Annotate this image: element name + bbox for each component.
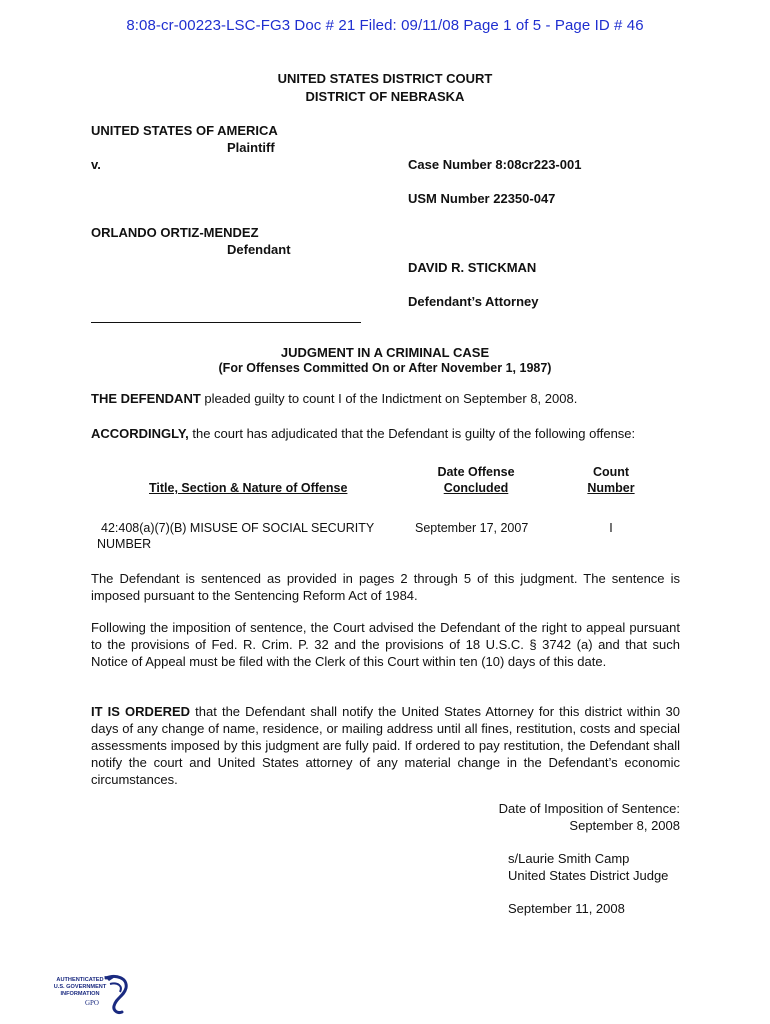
offense-title-line2: NUMBER (97, 537, 152, 551)
seal-line-1: AUTHENTICATED (56, 977, 104, 983)
ordered-lead: IT IS ORDERED (91, 704, 191, 719)
attorney-role: Defendant’s Attorney (408, 294, 539, 309)
versus: v. (91, 157, 101, 172)
signature-date: September 11, 2008 (508, 901, 625, 916)
column-header-count-line2: Number (587, 481, 635, 495)
seal-line-4: GPO (84, 999, 100, 1007)
judgment-subtitle: (For Offenses Committed On or After November 1, 1987) (218, 361, 552, 375)
filing-header-stamp: 8:08-cr-00223-LSC-FG3 Doc # 21 Filed: 09/11/08 Page 1 of 5 - Page ID # 46 (126, 17, 644, 34)
judgment-title: JUDGMENT IN A CRIMINAL CASE (280, 345, 490, 360)
defendant-role: Defendant (227, 242, 291, 257)
imposition-label: Date of Imposition of Sentence: (498, 801, 680, 816)
column-header-title: Title, Section & Nature of Offense (149, 481, 348, 495)
gpo-authentication-seal (44, 972, 134, 1016)
court-district: DISTRICT OF NEBRASKA (305, 89, 465, 104)
court-name: UNITED STATES DISTRICT COURT (277, 71, 493, 86)
adjudication-text: the court has adjudicated that the Defendant is guilty of the following offense: (188, 426, 636, 441)
plea-statement (91, 391, 577, 406)
plea-lead: THE DEFENDANT (91, 391, 201, 406)
seal-line-2: U.S. GOVERNMENT (53, 984, 107, 990)
column-header-date-line2: Concluded (443, 481, 509, 495)
offense-title-line1: 42:408(a)(7)(B) MISUSE OF SOCIAL SECURITY (101, 521, 375, 535)
column-header-count-line1: Count (592, 465, 630, 479)
caption-divider (91, 322, 361, 323)
offense-count: I (609, 521, 613, 535)
judge-title: United States District Judge (508, 868, 669, 883)
adjudication-statement (91, 426, 635, 441)
ordered-paragraph (91, 703, 680, 788)
attorney-name: DAVID R. STICKMAN (408, 260, 537, 275)
adjudication-lead: ACCORDINGLY, (91, 426, 189, 441)
case-number: Case Number 8:08cr223-001 (408, 157, 582, 172)
ordered-text: that the Defendant shall notify the United States Attorney for this district within 30 days of any change of name, residence, or mailing address until all fines, restitution, costs and special assessments imposed by this judgment are fully paid. If ordered to pay restitution, the Defendant shall notify the court and United States attorney of any material change in the Defendant’s economic circumstances. (91, 704, 680, 787)
usm-number: USM Number 22350-047 (408, 191, 556, 206)
imposition-date: September 8, 2008 (569, 818, 680, 833)
plaintiff-role: Plaintiff (227, 140, 275, 155)
sentence-paragraph: The Defendant is sentenced as provided in pages 2 through 5 of this judgment. The sentence is imposed pursuant to the Sentencing Reform Act of 1984. (91, 571, 680, 603)
gpo-eagle-icon (44, 972, 134, 1016)
defendant-name: ORLANDO ORTIZ-MENDEZ (91, 225, 259, 240)
plea-text: pleaded guilty to count I of the Indictment on September 8, 2008. (200, 391, 578, 406)
appeal-paragraph: Following the imposition of sentence, the Court advised the Defendant of the right to appeal pursuant to the provisions of Fed. R. Crim. P. 32 and the provisions of 18 U.S.C. § 3742 (a) and that such Notice of Appeal must be filed with the Clerk of this Court within ten (10) days of this date. (91, 620, 680, 669)
column-header-date-line1: Date Offense (437, 465, 515, 479)
offense-date: September 17, 2007 (415, 521, 529, 535)
plaintiff-name: UNITED STATES OF AMERICA (91, 123, 278, 138)
judge-signature: s/Laurie Smith Camp (508, 851, 630, 866)
seal-line-3: INFORMATION (60, 991, 100, 997)
